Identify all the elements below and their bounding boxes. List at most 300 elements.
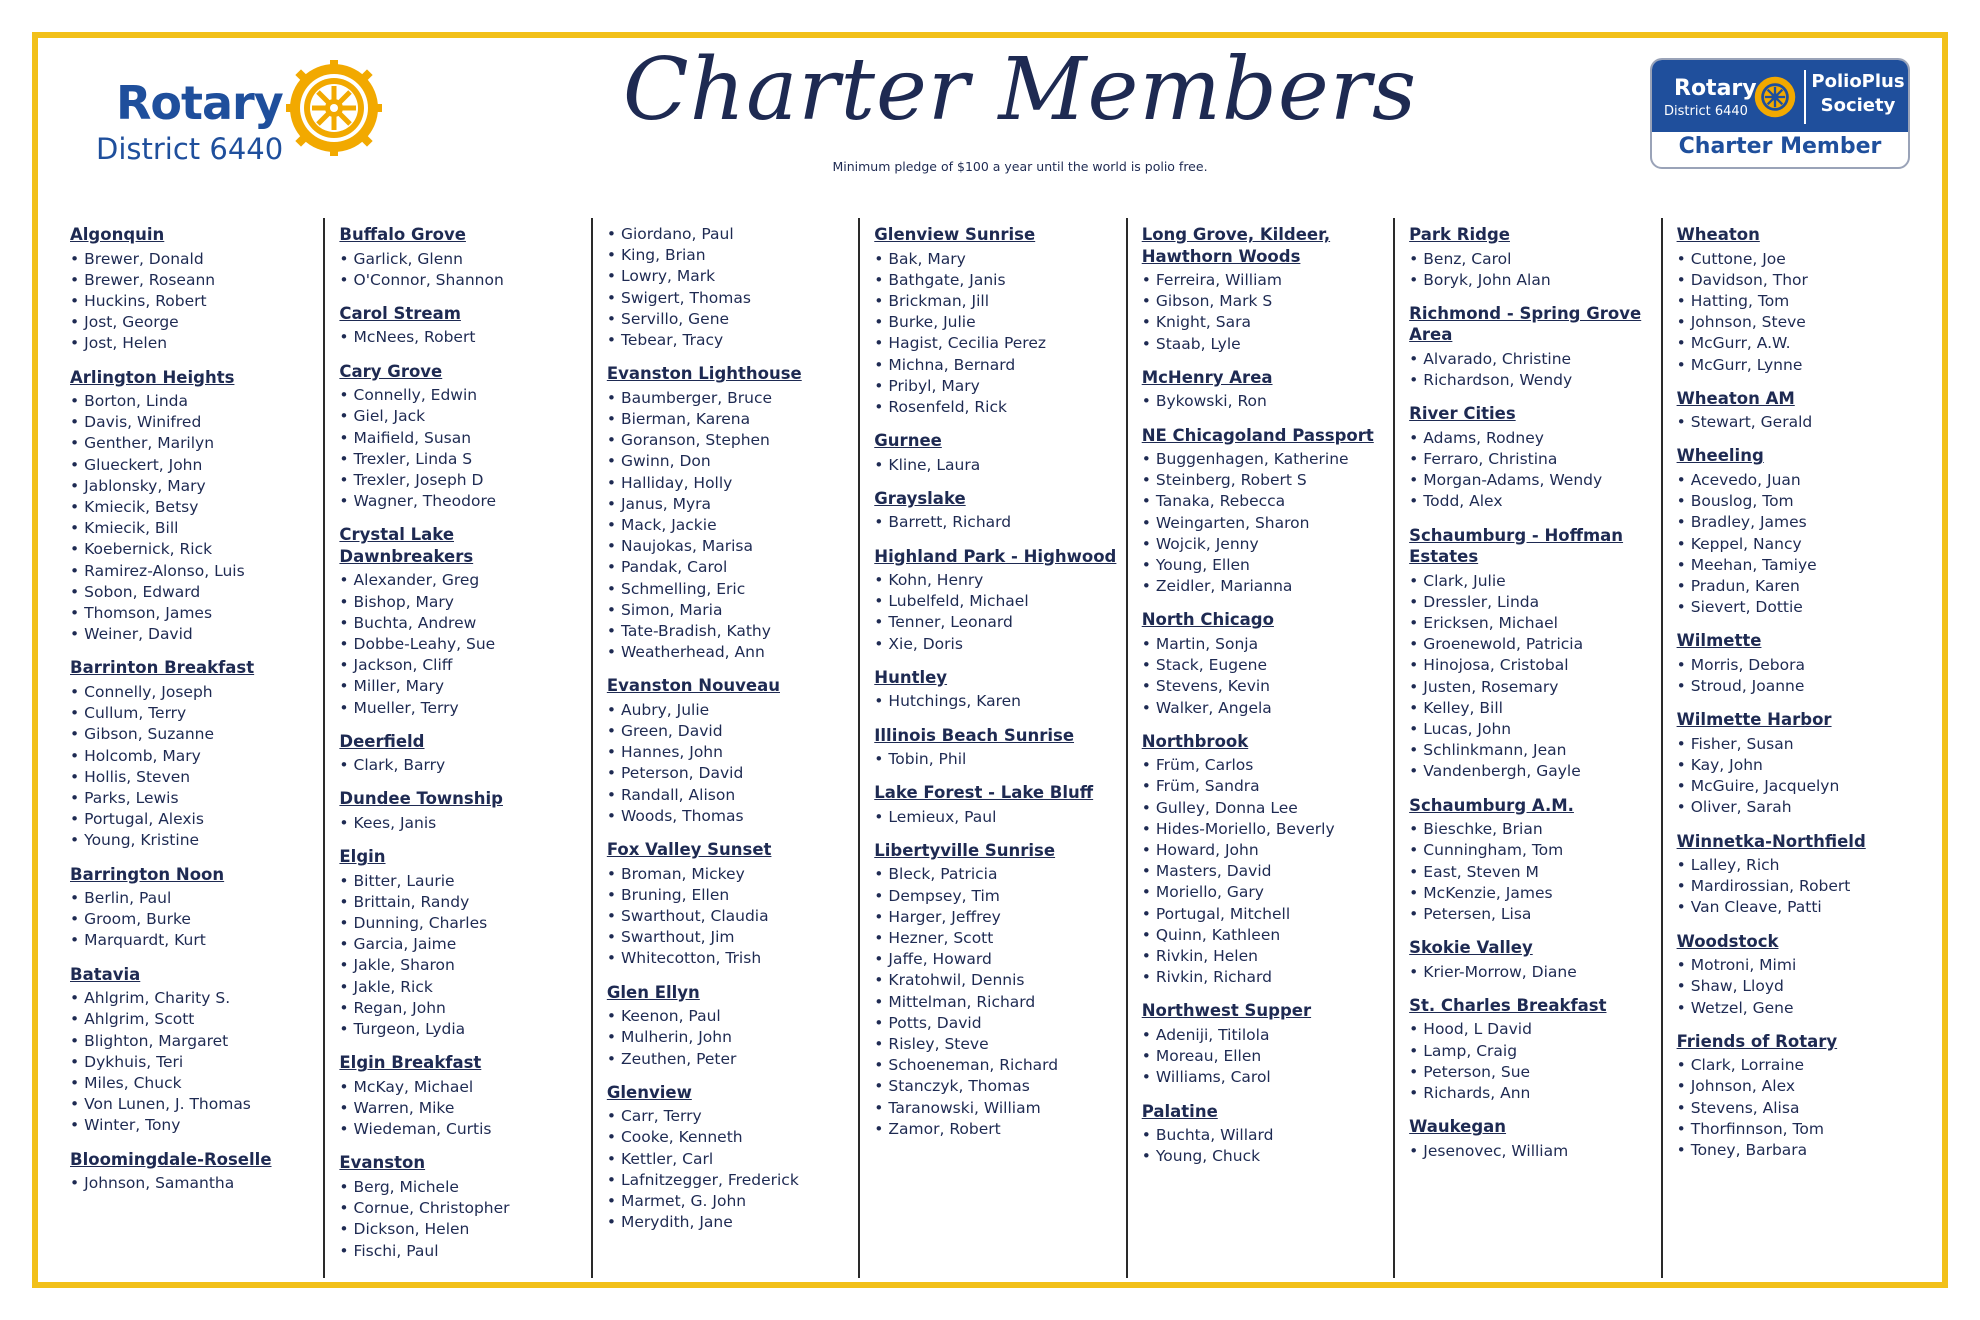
- member-column: [56, 218, 323, 1278]
- member-list: [339, 327, 590, 348]
- member-name: • Martin, Sonja: [1142, 634, 1393, 655]
- member-name: • Krier-Morrow, Diane: [1409, 962, 1660, 983]
- member-name: • Dickson, Helen: [339, 1219, 590, 1240]
- member-name: • Giel, Jack: [339, 406, 590, 427]
- club-section: [607, 1082, 858, 1234]
- member-name: • Benz, Carol: [1409, 249, 1660, 270]
- club-name: Barrinton Breakfast: [70, 658, 255, 678]
- member-list: [339, 755, 590, 776]
- club-name: Palatine: [1141, 1101, 1218, 1121]
- member-list: [70, 391, 323, 645]
- member-list: [1142, 391, 1393, 412]
- member-name: • Keenon, Paul: [607, 1006, 858, 1027]
- member-name: • Garcia, Jaime: [339, 934, 590, 955]
- club-name: Carol Stream: [339, 303, 461, 323]
- member-name: • Janus, Myra: [607, 494, 858, 515]
- member-list: [1142, 1125, 1393, 1167]
- member-name: • Giordano, Paul: [607, 224, 858, 245]
- member-name: • Marmet, G. John: [607, 1191, 858, 1212]
- member-name: • Gibson, Suzanne: [70, 724, 323, 745]
- member-list: [339, 249, 590, 291]
- member-name: • Buggenhagen, Katherine: [1142, 449, 1393, 470]
- member-list: [70, 988, 323, 1136]
- member-name: • Servillo, Gene: [607, 309, 858, 330]
- member-name: • Hannes, John: [607, 742, 858, 763]
- member-name: • Wetzel, Gene: [1677, 998, 1928, 1019]
- member-name: • Bak, Mary: [874, 249, 1125, 270]
- member-list: [70, 682, 323, 852]
- member-name: • Burke, Julie: [874, 312, 1125, 333]
- member-name: • Schlinkmann, Jean: [1409, 740, 1660, 761]
- member-name: • Van Cleave, Patti: [1677, 897, 1928, 918]
- club-name: Richmond - Spring Grove Area: [1409, 303, 1642, 345]
- club-section: [1677, 388, 1928, 434]
- member-name: • Randall, Alison: [607, 785, 858, 806]
- club-name: Waukegan: [1409, 1117, 1507, 1137]
- member-name: • Richardson, Wendy: [1409, 370, 1660, 391]
- club-section: [1142, 367, 1393, 413]
- member-list: [339, 570, 590, 718]
- member-name: • Connelly, Joseph: [70, 682, 323, 703]
- member-name: • Miles, Chuck: [70, 1073, 323, 1094]
- badge-charter-member-text: Charter Member: [1678, 134, 1882, 159]
- page-title: Charter Members: [622, 40, 1418, 140]
- member-name: • Dressler, Linda: [1409, 592, 1660, 613]
- club-name: Grayslake: [874, 488, 966, 508]
- member-name: • Schoeneman, Richard: [874, 1055, 1125, 1076]
- club-name: Highland Park - Highwood: [874, 546, 1117, 566]
- member-name: • McNees, Robert: [339, 327, 590, 348]
- member-list: [70, 888, 323, 952]
- member-name: • Xie, Doris: [874, 634, 1125, 655]
- member-name: • Clark, Barry: [339, 755, 590, 776]
- badge-rotary-wheel-icon: [1752, 74, 1798, 120]
- member-name: • Früm, Sandra: [1142, 776, 1393, 797]
- member-name: • Naujokas, Marisa: [607, 536, 858, 557]
- member-name: • Bradley, James: [1677, 512, 1928, 533]
- member-name: • Jackson, Cliff: [339, 655, 590, 676]
- member-list: [1409, 1141, 1660, 1162]
- member-name: • Pandak, Carol: [607, 557, 858, 578]
- member-name: • Lalley, Rich: [1677, 855, 1928, 876]
- member-name: • Gulley, Donna Lee: [1142, 798, 1393, 819]
- club-section: [1142, 1101, 1393, 1168]
- member-name: • Zeuthen, Peter: [607, 1049, 858, 1070]
- member-name: • Jost, Helen: [70, 333, 323, 354]
- member-list: [1677, 470, 1928, 618]
- member-name: • Hollis, Steven: [70, 767, 323, 788]
- member-list: [1677, 1055, 1928, 1161]
- member-name: • Kmiecik, Bill: [70, 518, 323, 539]
- club-section: [1409, 1116, 1660, 1162]
- badge-polioplus-line: PolioPlus: [1811, 71, 1905, 92]
- member-name: • Petersen, Lisa: [1409, 904, 1660, 925]
- member-name: • Thorfinnson, Tom: [1677, 1119, 1928, 1140]
- member-name: • Williams, Carol: [1142, 1067, 1393, 1088]
- member-name: • Fischi, Paul: [339, 1241, 590, 1262]
- member-name: • Lucas, John: [1409, 719, 1660, 740]
- member-name: • Peterson, Sue: [1409, 1062, 1660, 1083]
- club-section: [1409, 995, 1660, 1104]
- badge-polioplus-text: [1808, 70, 1908, 118]
- club-section: [607, 224, 858, 351]
- member-name: • Rivkin, Helen: [1142, 946, 1393, 967]
- member-name: • Jakle, Rick: [339, 977, 590, 998]
- member-name: • Ferraro, Christina: [1409, 449, 1660, 470]
- club-section: [874, 725, 1125, 771]
- club-name: Evanston Lighthouse: [606, 364, 802, 384]
- member-name: • Dunning, Charles: [339, 913, 590, 934]
- club-name: Crystal Lake Dawnbreakers: [339, 525, 474, 566]
- member-name: • Potts, David: [874, 1013, 1125, 1034]
- club-name: Fox Valley Sunset: [606, 840, 772, 860]
- member-name: • Winter, Tony: [70, 1115, 323, 1136]
- member-name: • Stevens, Alisa: [1677, 1098, 1928, 1119]
- club-section: [1677, 630, 1928, 697]
- club-name: Elgin: [339, 847, 386, 867]
- member-name: • Goranson, Stephen: [607, 430, 858, 451]
- member-name: • Cuttone, Joe: [1677, 249, 1928, 270]
- member-list: [339, 871, 590, 1041]
- member-name: • Ericksen, Michael: [1409, 613, 1660, 634]
- member-list: [1677, 955, 1928, 1019]
- club-name: North Chicago: [1141, 610, 1274, 630]
- member-name: • Shaw, Lloyd: [1677, 976, 1928, 997]
- member-name: • Kmiecik, Betsy: [70, 497, 323, 518]
- club-name: McHenry Area: [1141, 367, 1273, 387]
- member-name: • Parks, Lewis: [70, 788, 323, 809]
- member-name: • Taranowski, William: [874, 1098, 1125, 1119]
- member-name: • Miller, Mary: [339, 676, 590, 697]
- member-name: • Kline, Laura: [874, 455, 1125, 476]
- member-name: • Clark, Julie: [1409, 571, 1660, 592]
- club-name: St. Charles Breakfast: [1409, 995, 1607, 1015]
- member-name: • Meehan, Tamiye: [1677, 555, 1928, 576]
- member-list: [607, 864, 858, 970]
- club-section: [1142, 731, 1393, 989]
- member-name: • Groom, Burke: [70, 909, 323, 930]
- member-column: [1393, 218, 1660, 1278]
- club-section: [1142, 224, 1393, 355]
- member-list: [1142, 1025, 1393, 1089]
- member-name: • Hides-Moriello, Beverly: [1142, 819, 1393, 840]
- member-name: • Lubelfeld, Michael: [874, 591, 1125, 612]
- member-name: • Jost, George: [70, 312, 323, 333]
- member-name: • Cullum, Terry: [70, 703, 323, 724]
- member-name: • Cunningham, Tom: [1409, 840, 1660, 861]
- member-name: • Davis, Winifred: [70, 412, 323, 433]
- member-name: • Carr, Terry: [607, 1106, 858, 1127]
- member-column: [591, 218, 858, 1278]
- club-section: [339, 731, 590, 777]
- member-name: • Marquardt, Kurt: [70, 930, 323, 951]
- club-section: [607, 839, 858, 970]
- member-name: • Richards, Ann: [1409, 1083, 1660, 1104]
- member-name: • Staab, Lyle: [1142, 334, 1393, 355]
- club-name: Huntley: [874, 667, 948, 687]
- member-list: [339, 1077, 590, 1141]
- member-name: • Kelley, Bill: [1409, 698, 1660, 719]
- club-name: NE Chicagoland Passport: [1141, 425, 1374, 445]
- club-section: [874, 224, 1125, 418]
- member-name: • Dobbe-Leahy, Sue: [339, 634, 590, 655]
- member-name: • Pribyl, Mary: [874, 376, 1125, 397]
- member-name: • Tanaka, Rebecca: [1142, 491, 1393, 512]
- club-section: [339, 846, 590, 1040]
- member-name: • Turgeon, Lydia: [339, 1019, 590, 1040]
- club-section: [70, 657, 323, 851]
- member-name: • Lafnitzegger, Frederick: [607, 1170, 858, 1191]
- club-section: [339, 1052, 590, 1140]
- member-name: • Adeniji, Titilola: [1142, 1025, 1393, 1046]
- club-name: Park Ridge: [1409, 225, 1510, 244]
- member-name: • Jakle, Sharon: [339, 955, 590, 976]
- club-name: Northwest Supper: [1141, 1001, 1312, 1021]
- member-name: • Davidson, Thor: [1677, 270, 1928, 291]
- member-list: [70, 1173, 323, 1194]
- club-section: [607, 675, 858, 827]
- club-section: [1409, 403, 1660, 512]
- member-name: • Pradun, Karen: [1677, 576, 1928, 597]
- club-section: [339, 788, 590, 834]
- club-name: Dundee Township: [339, 789, 503, 809]
- member-name: • Masters, David: [1142, 861, 1393, 882]
- member-name: • Justen, Rosemary: [1409, 677, 1660, 698]
- member-name: • Clark, Lorraine: [1677, 1055, 1928, 1076]
- member-name: • Früm, Carlos: [1142, 755, 1393, 776]
- club-name: Algonquin: [70, 225, 165, 244]
- member-column: [323, 218, 590, 1278]
- member-name: • Zamor, Robert: [874, 1119, 1125, 1140]
- club-section: [339, 224, 590, 291]
- member-name: • Young, Chuck: [1142, 1146, 1393, 1167]
- badge-society-line: Society: [1820, 95, 1896, 116]
- member-name: • Wojcik, Jenny: [1142, 534, 1393, 555]
- member-name: • Toney, Barbara: [1677, 1140, 1928, 1161]
- pledge-subtitle: Minimum pledge of $100 a year until the world is polio free.: [832, 159, 1208, 174]
- member-name: • Whitecotton, Trish: [607, 948, 858, 969]
- member-name: • Schmelling, Eric: [607, 579, 858, 600]
- member-name: • Warren, Mike: [339, 1098, 590, 1119]
- member-list: [607, 700, 858, 827]
- member-name: • Jablonsky, Mary: [70, 476, 323, 497]
- member-name: • Morris, Debora: [1677, 655, 1928, 676]
- member-name: • Fisher, Susan: [1677, 734, 1928, 755]
- member-name: • Zeidler, Marianna: [1142, 576, 1393, 597]
- member-name: • Swarthout, Claudia: [607, 906, 858, 927]
- member-name: • Glueckert, John: [70, 455, 323, 476]
- member-name: • Bishop, Mary: [339, 592, 590, 613]
- member-name: • Rosenfeld, Rick: [874, 397, 1125, 418]
- member-name: • Bitter, Laurie: [339, 871, 590, 892]
- member-list: [874, 512, 1125, 533]
- member-name: • Mittelman, Richard: [874, 992, 1125, 1013]
- club-name: Winnetka-Northfield: [1676, 831, 1866, 851]
- member-name: • Barrett, Richard: [874, 512, 1125, 533]
- member-name: • Mulherin, John: [607, 1027, 858, 1048]
- member-name: • Michna, Bernard: [874, 355, 1125, 376]
- member-name: • Buchta, Willard: [1142, 1125, 1393, 1146]
- member-list: [1142, 634, 1393, 719]
- member-name: • Ramirez-Alonso, Luis: [70, 561, 323, 582]
- member-name: • Peterson, David: [607, 763, 858, 784]
- member-name: • Tate-Bradish, Kathy: [607, 621, 858, 642]
- club-name: Glen Ellyn: [606, 982, 700, 1002]
- club-name: Skokie Valley: [1409, 938, 1533, 958]
- member-name: • Blighton, Margaret: [70, 1031, 323, 1052]
- club-section: [607, 982, 858, 1070]
- club-section: [70, 367, 323, 646]
- club-section: [1142, 1000, 1393, 1088]
- club-name: Batavia: [70, 964, 141, 984]
- member-name: • Weatherhead, Ann: [607, 642, 858, 663]
- member-name: • McGuire, Jacquelyn: [1677, 776, 1928, 797]
- member-name: • Todd, Alex: [1409, 491, 1660, 512]
- club-section: [874, 840, 1125, 1140]
- member-name: • Swigert, Thomas: [607, 288, 858, 309]
- member-list: [339, 1177, 590, 1262]
- club-name: Wheeling: [1676, 446, 1764, 466]
- club-name: Evanston: [339, 1153, 426, 1173]
- member-name: • Young, Ellen: [1142, 555, 1393, 576]
- member-name: • Ahlgrim, Scott: [70, 1009, 323, 1030]
- member-name: • Kohn, Henry: [874, 570, 1125, 591]
- member-name: • Tobin, Phil: [874, 749, 1125, 770]
- club-section: [1409, 937, 1660, 983]
- club-name: Wheaton AM: [1676, 388, 1795, 408]
- member-name: • Kettler, Carl: [607, 1149, 858, 1170]
- club-section: [1677, 931, 1928, 1019]
- member-name: • Garlick, Glenn: [339, 249, 590, 270]
- member-name: • Bierman, Karena: [607, 409, 858, 430]
- member-column: [1661, 218, 1928, 1278]
- club-name: Buffalo Grove: [339, 225, 466, 244]
- club-section: [874, 488, 1125, 534]
- member-name: • Mueller, Terry: [339, 698, 590, 719]
- club-name: Glenview Sunrise: [874, 225, 1036, 244]
- rotary-wheel-icon: [284, 58, 384, 158]
- club-section: [70, 1149, 323, 1195]
- member-name: • Stevens, Kevin: [1142, 676, 1393, 697]
- member-name: • Hinojosa, Cristobal: [1409, 655, 1660, 676]
- member-name: • Tenner, Leonard: [874, 612, 1125, 633]
- member-name: • Knight, Sara: [1142, 312, 1393, 333]
- club-section: [1409, 303, 1660, 391]
- logo-rotary-word: Rotary: [116, 76, 283, 130]
- member-name: • Dykhuis, Teri: [70, 1052, 323, 1073]
- member-name: • Simon, Maria: [607, 600, 858, 621]
- club-section: [874, 430, 1125, 476]
- member-list: [1677, 855, 1928, 919]
- member-name: • Tebear, Tracy: [607, 330, 858, 351]
- club-section: [70, 864, 323, 952]
- member-name: • Portugal, Alexis: [70, 809, 323, 830]
- member-list: [1409, 962, 1660, 983]
- member-name: • Portugal, Mitchell: [1142, 904, 1393, 925]
- member-name: • Moriello, Gary: [1142, 882, 1393, 903]
- member-name: • Hatting, Tom: [1677, 291, 1928, 312]
- member-name: • Gibson, Mark S: [1142, 291, 1393, 312]
- member-list: [1409, 428, 1660, 513]
- club-section: [1409, 224, 1660, 291]
- member-list: [1677, 734, 1928, 819]
- member-name: • McGurr, Lynne: [1677, 355, 1928, 376]
- member-name: • Cornue, Christopher: [339, 1198, 590, 1219]
- member-list: [1409, 1019, 1660, 1104]
- member-name: • Stroud, Joanne: [1677, 676, 1928, 697]
- member-name: • Berg, Michele: [339, 1177, 590, 1198]
- club-section: [339, 361, 590, 513]
- club-section: [874, 546, 1125, 655]
- member-name: • Brittain, Randy: [339, 892, 590, 913]
- member-list: [874, 864, 1125, 1140]
- member-name: • Vandenbergh, Gayle: [1409, 761, 1660, 782]
- member-name: • Keppel, Nancy: [1677, 534, 1928, 555]
- member-name: • Johnson, Alex: [1677, 1076, 1928, 1097]
- member-name: • Bieschke, Brian: [1409, 819, 1660, 840]
- club-name: Schaumburg A.M.: [1409, 795, 1574, 815]
- member-list: [339, 385, 590, 512]
- member-name: • Buchta, Andrew: [339, 613, 590, 634]
- member-name: • McKenzie, James: [1409, 883, 1660, 904]
- member-name: • Cooke, Kenneth: [607, 1127, 858, 1148]
- member-name: • Mardirossian, Robert: [1677, 876, 1928, 897]
- member-name: • Ferreira, William: [1142, 270, 1393, 291]
- member-name: • Gwinn, Don: [607, 451, 858, 472]
- member-name: • Ahlgrim, Charity S.: [70, 988, 323, 1009]
- member-list: [1409, 249, 1660, 291]
- badge-district-text: District 6440: [1664, 104, 1748, 119]
- member-list: [1142, 449, 1393, 597]
- member-name: • Lowry, Mark: [607, 266, 858, 287]
- member-name: • Von Lunen, J. Thomas: [70, 1094, 323, 1115]
- member-name: • Green, David: [607, 721, 858, 742]
- club-name: Evanston Nouveau: [606, 676, 780, 696]
- club-name: Wilmette Harbor: [1676, 710, 1832, 730]
- member-name: • Lamp, Craig: [1409, 1041, 1660, 1062]
- club-name: Gurnee: [874, 431, 942, 451]
- member-name: • Wagner, Theodore: [339, 491, 590, 512]
- member-list: [1409, 819, 1660, 925]
- badge-rotary-word: Rotary: [1674, 76, 1757, 101]
- member-list: [874, 807, 1125, 828]
- member-list: [1409, 571, 1660, 783]
- club-section: [1677, 709, 1928, 818]
- member-list: [1409, 349, 1660, 391]
- member-list: [874, 455, 1125, 476]
- member-columns: [56, 218, 1928, 1278]
- member-name: • Hutchings, Karen: [874, 691, 1125, 712]
- member-name: • Howard, John: [1142, 840, 1393, 861]
- club-name: Barrington Noon: [70, 864, 225, 884]
- member-name: • Bleck, Patricia: [874, 864, 1125, 885]
- club-name: Cary Grove: [339, 361, 443, 381]
- club-section: [874, 782, 1125, 828]
- member-name: • Brewer, Roseann: [70, 270, 323, 291]
- member-name: • Bathgate, Janis: [874, 270, 1125, 291]
- member-list: [1142, 270, 1393, 355]
- club-section: [607, 363, 858, 663]
- member-list: [1677, 249, 1928, 376]
- logo-district-text: District 6440: [96, 132, 284, 166]
- club-section: [1142, 609, 1393, 718]
- member-name: • Woods, Thomas: [607, 806, 858, 827]
- club-name: Deerfield: [339, 731, 425, 751]
- polioplus-charter-badge: [1650, 58, 1910, 169]
- member-name: • Hood, L David: [1409, 1019, 1660, 1040]
- club-name: Arlington Heights: [70, 367, 235, 387]
- member-name: • Johnson, Steve: [1677, 312, 1928, 333]
